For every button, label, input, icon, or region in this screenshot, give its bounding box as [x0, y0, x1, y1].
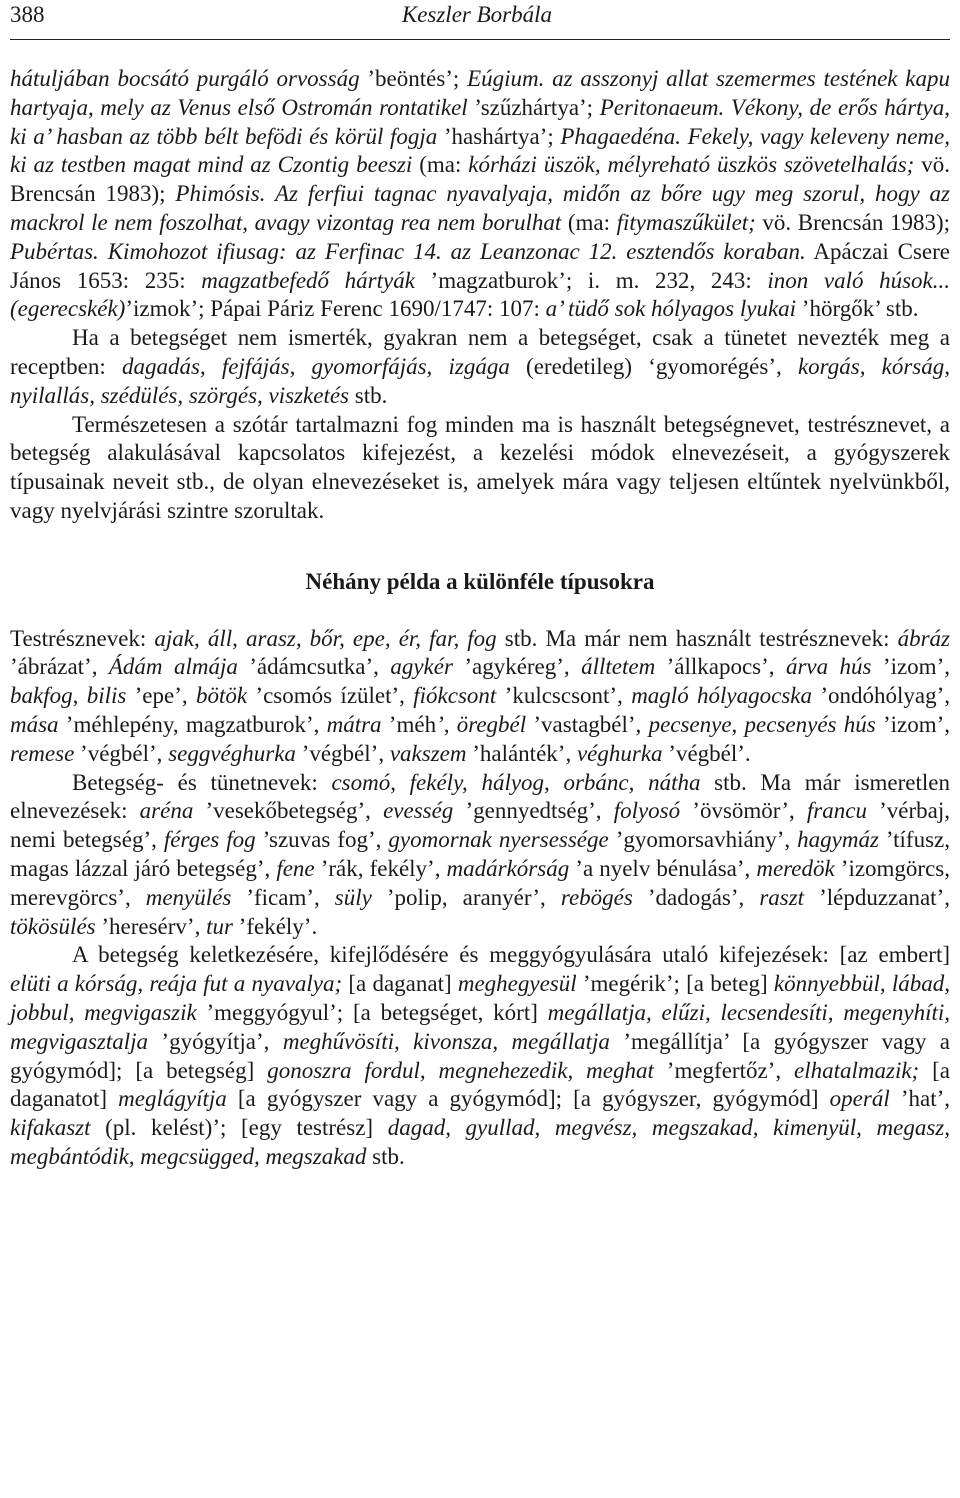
italic-run: tökösülés	[10, 913, 96, 939]
italic-run: hátuljában bocsátó purgáló orvosság	[10, 66, 360, 91]
text-run: ’halánték’,	[466, 740, 577, 766]
italic-run: Pubértas. Kimohozot ifiusag: az Ferfinac 14. az Leanzonac 12. esztendős koraban.	[10, 238, 806, 264]
text-run: ’ficam’,	[231, 884, 335, 910]
text-run: [a gyógyszer vagy a gyógymód]; [a gyógyszer, gyógymód]	[226, 1086, 830, 1112]
text-run: ’szűzhártya’;	[467, 94, 600, 120]
text-run: ’megfertőz’,	[653, 1057, 795, 1083]
text-run: ’megérik’; [a beteg]	[576, 971, 774, 997]
italic-run: véghurka	[576, 740, 663, 766]
text-run: ’méhlepény, magzatburok’,	[58, 711, 327, 737]
text-run: ’vesekőbetegség’,	[193, 798, 384, 824]
italic-run: mása	[10, 711, 59, 737]
text-run: stb. Ma már nem használt testrésznevek:	[496, 625, 898, 651]
text-run: ’izmok’; Pápai Páriz Ferenc 1690/1747: 107:	[125, 296, 546, 322]
italic-run: Peritonaeum. Vékony, de erős hártya, ki a’ hasban az több bélt befödi és körül fogja	[10, 94, 950, 149]
italic-run: magzatbefedő hártyák	[201, 267, 415, 293]
italic-run: bakfog, bilis	[10, 683, 127, 709]
text-run: A betegség keletkezésére, kifejlődésére és meggyógyulására utaló kifejezések: [az embert]	[72, 942, 950, 968]
italic-run: fitymaszűkület;	[616, 209, 756, 235]
text-run: Testrésznevek:	[10, 625, 155, 651]
italic-run: tur	[206, 913, 233, 939]
italic-run: fene	[276, 855, 315, 881]
text-run: (ma:	[412, 152, 469, 178]
text-run: ’tífusz, magas lázzal járó betegség’,	[10, 827, 950, 881]
italic-run: árva hús	[785, 654, 872, 680]
text-run: ’lépduzzanat’,	[804, 884, 950, 910]
italic-run: madárkórság	[446, 855, 570, 881]
text-run: ’övsömör’,	[680, 798, 807, 824]
text-run: ’vérbaj, nemi betegség’,	[10, 798, 950, 853]
text-run: ’csomós ízület’,	[247, 683, 414, 709]
italic-run: aréna	[139, 798, 194, 824]
text-run: (pl. kelést)’; [egy testrész]	[90, 1115, 388, 1141]
text-run: ’ádámcsutka’,	[237, 654, 391, 680]
italic-run: inon való húsok... (egerecskék)	[10, 267, 950, 322]
italic-run: remese	[10, 740, 75, 766]
italic-run: mátra	[326, 711, 382, 737]
text-run: ’végbél’,	[295, 740, 390, 766]
italic-run: gonoszra fordul, megnehezedik, meghat	[267, 1057, 654, 1083]
text-run: ’beöntés’;	[359, 66, 468, 91]
text-run: vö. Brencsán 1983);	[10, 152, 950, 207]
italic-run: elhatalmazik;	[794, 1057, 920, 1083]
italic-run: elüti a kórság, reája fut a nyavalya;	[10, 971, 343, 997]
page-header	[10, 0, 950, 40]
running-head: Keszler Borbála	[401, 2, 552, 27]
italic-run: a’ tüdő sok hólyagos lyukai	[545, 296, 797, 322]
italic-run: kórházi üszök, mélyreható üszkös szövetelhalás;	[468, 152, 915, 178]
paragraph	[10, 65, 950, 324]
italic-run: megállatja, elűzi, lecsendesíti, megenyhíti, megvigasztalja	[10, 999, 950, 1054]
text-run: ’izom’,	[875, 711, 951, 737]
text-run: ’ondóhólyag’,	[812, 683, 951, 709]
text-run: ’állkapocs’,	[655, 654, 786, 680]
italic-run: raszt	[759, 884, 805, 910]
text-run: stb.	[349, 382, 388, 408]
text-run: ’megállítja’ [a gyógyszer vagy a gyógymód]; [a betegség]	[10, 1028, 950, 1083]
text-run: (eredetileg) ‘gyomorégés’,	[509, 353, 798, 379]
italic-run: ábráz	[897, 625, 950, 651]
italic-run: agykér	[390, 654, 453, 680]
italic-run: folyosó	[613, 798, 681, 824]
italic-run: dagad, gyullad, megvész, megszakad, kimenyül, megasz, megbántódik, megcsügged, megszakad	[10, 1115, 951, 1169]
italic-run: meghűvösíti, kivonsza, megállatja	[282, 1028, 610, 1054]
italic-run: menyülés	[145, 884, 232, 910]
text-run: ’hashártya’;	[437, 123, 561, 149]
italic-run: meghegyesül	[457, 971, 577, 997]
italic-run: francu	[806, 798, 867, 824]
text-run: Természetesen a szótár tartalmazni fog minden ma is használt betegségnevet, testrésznevet, a betegség alakulásával kapcsolatos kifejezést, a kezelési módok elnevezéseit, a gyógyszerek típusainak neveit stb., de olyan elnevezéseket is, amelyek mára vagy teljesen eltűntek nyelvünkből, vagy nyelvjárási szintre szorultak.	[10, 411, 950, 523]
header-rule	[10, 39, 950, 40]
italic-run: korgás, kórság, nyilallás, szédülés, szörgés, viszketés	[10, 353, 951, 408]
text-run: [a daganatot]	[10, 1057, 951, 1112]
text-run: ’végbél’.	[662, 740, 751, 766]
text-run: ’hat’,	[889, 1086, 950, 1112]
italic-run: rebögés	[560, 884, 633, 910]
italic-run: gyomornak nyersessége	[388, 827, 609, 853]
section-heading: Néhány példa a különféle típusokra	[305, 568, 655, 594]
italic-run: Phimósis. Az ferfiui tagnac nyavalyaja, midőn az bőre ugy meg szorul, hogy az mackrol le nem foszolhat, avagy vizontag rea nem borulhat	[10, 181, 950, 235]
paragraph	[10, 324, 950, 410]
italic-run: seggvéghurka	[168, 740, 296, 766]
text-run: ’kulcscsont’,	[496, 683, 632, 709]
text-run: ’hörgők’ stb.	[796, 296, 919, 322]
text-run: vö. Brencsán 1983);	[755, 209, 950, 235]
text-run: ’meggyógyul’; [a betegséget, kórt]	[196, 999, 548, 1025]
italic-run: süly	[334, 884, 372, 910]
text-run: ’gennyedtség’,	[453, 798, 614, 824]
body-text	[10, 65, 950, 1172]
italic-run: fiókcsont	[413, 683, 497, 709]
italic-run: evesség	[383, 798, 454, 824]
text-run: ’polip, aranyér’,	[371, 884, 561, 910]
italic-run: férges fog	[163, 827, 256, 853]
italic-run: vakszem	[389, 740, 467, 766]
text-run: ’izom’,	[871, 654, 950, 680]
text-run: Betegség- és tünetnevek:	[72, 769, 332, 795]
text-run: ’rák, fekély’,	[314, 855, 447, 881]
italic-run: magló hólyagocska	[631, 683, 812, 709]
text-run: Ha a betegséget nem ismerték, gyakran nem a betegséget, csak a tünetet nevezték meg a receptben:	[10, 325, 950, 379]
italic-run: Eúgium. az asszonyj allat szemermes testének kapu hartyaja, mely az Venus első Ostromán rontatikel	[10, 66, 950, 120]
text-run: Apáczai Csere János 1653: 235:	[10, 238, 950, 293]
italic-run: pecsenye, pecsenyés hús	[648, 711, 876, 737]
page-number: 388	[10, 2, 45, 27]
italic-run: hagymáz	[797, 827, 879, 853]
text-run: [a daganat]	[342, 971, 458, 997]
italic-run: meglágyítja	[118, 1086, 227, 1112]
text-run: ’magzatburok’; i. m. 232, 243:	[414, 267, 768, 293]
text-run: ’epe’,	[126, 683, 196, 709]
text-run: ’fekély’.	[232, 913, 318, 939]
italic-run: kifakaszt	[10, 1115, 91, 1141]
text-run: ’agykéreg’,	[452, 654, 582, 680]
text-run: stb. Ma már ismeretlen elnevezések:	[10, 769, 950, 824]
text-run: ’gyomorsavhiány’,	[608, 827, 798, 853]
paragraph	[10, 411, 950, 526]
text-run: ’a nyelv bénulása’,	[569, 855, 757, 881]
italic-run: operál	[829, 1086, 890, 1112]
text-run: ’végbél’,	[74, 740, 169, 766]
text-run: stb.	[366, 1143, 405, 1169]
text-run: ’vastagbél’,	[526, 711, 649, 737]
text-run: (ma:	[561, 209, 617, 235]
italic-run: meredök	[756, 855, 835, 881]
italic-run: ’, öregbél	[436, 711, 527, 737]
text-run: ’heresérv’,	[95, 913, 207, 939]
italic-run: Ádám almája	[108, 654, 238, 680]
text-run: ’szuvas fog’,	[255, 827, 389, 853]
text-run: ’dadogás’,	[632, 884, 760, 910]
italic-run: álltetem	[581, 654, 656, 680]
italic-run: Phagaedéna. Fekely, vagy keleveny neme, ki az testben magat mind az Czontig beeszi	[10, 123, 951, 178]
text-run: ’izomgörcs, merevgörcs’,	[10, 855, 950, 910]
italic-run: könnyebbül, lábad, jobbul, megvigaszik	[10, 971, 951, 1025]
italic-run: dagadás, fejfájás, gyomorfájás, izgága	[121, 353, 510, 379]
paragraph	[10, 625, 950, 769]
italic-run: bötök	[195, 683, 248, 709]
text-run: ’ábrázat’,	[10, 654, 109, 680]
paragraph	[10, 769, 950, 942]
italic-run: csomó, fekély, hályog, orbánc, nátha	[331, 769, 701, 795]
text-run: ’méh	[381, 711, 437, 737]
text-run: ’gyógyítja’,	[148, 1028, 283, 1054]
paragraph	[10, 941, 950, 1171]
italic-run: ajak, áll, arasz, bőr, epe, ér, far, fog	[154, 625, 497, 651]
